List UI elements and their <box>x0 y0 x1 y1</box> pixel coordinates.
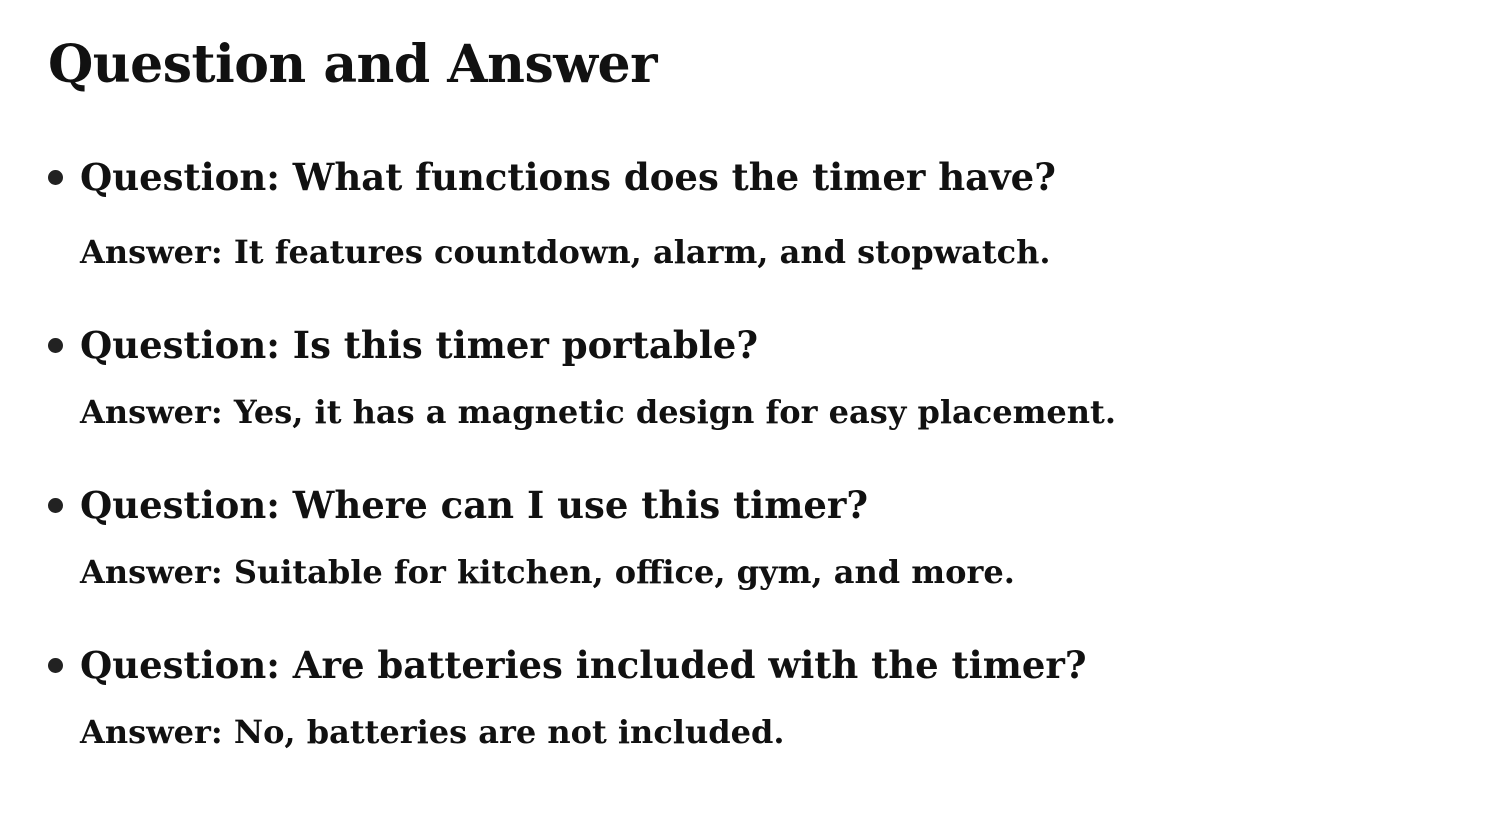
bullet-icon <box>48 658 63 673</box>
answer-text: Answer: No, batteries are not included. <box>80 713 785 751</box>
bullet-icon <box>48 338 63 353</box>
question-text: Question: What functions does the timer have? <box>80 155 1056 199</box>
page-title: Question and Answer <box>48 34 657 95</box>
bullet-icon <box>48 170 63 185</box>
bullet-icon <box>48 498 63 513</box>
question-text: Question: Where can I use this timer? <box>80 483 869 527</box>
answer-text: Answer: Yes, it has a magnetic design for easy placement. <box>80 393 1116 431</box>
question-text: Question: Is this timer portable? <box>80 323 759 367</box>
answer-text: Answer: Suitable for kitchen, office, gym, and more. <box>80 553 1015 591</box>
answer-text: Answer: It features countdown, alarm, and stopwatch. <box>80 233 1051 271</box>
question-text: Question: Are batteries included with the timer? <box>80 643 1087 687</box>
